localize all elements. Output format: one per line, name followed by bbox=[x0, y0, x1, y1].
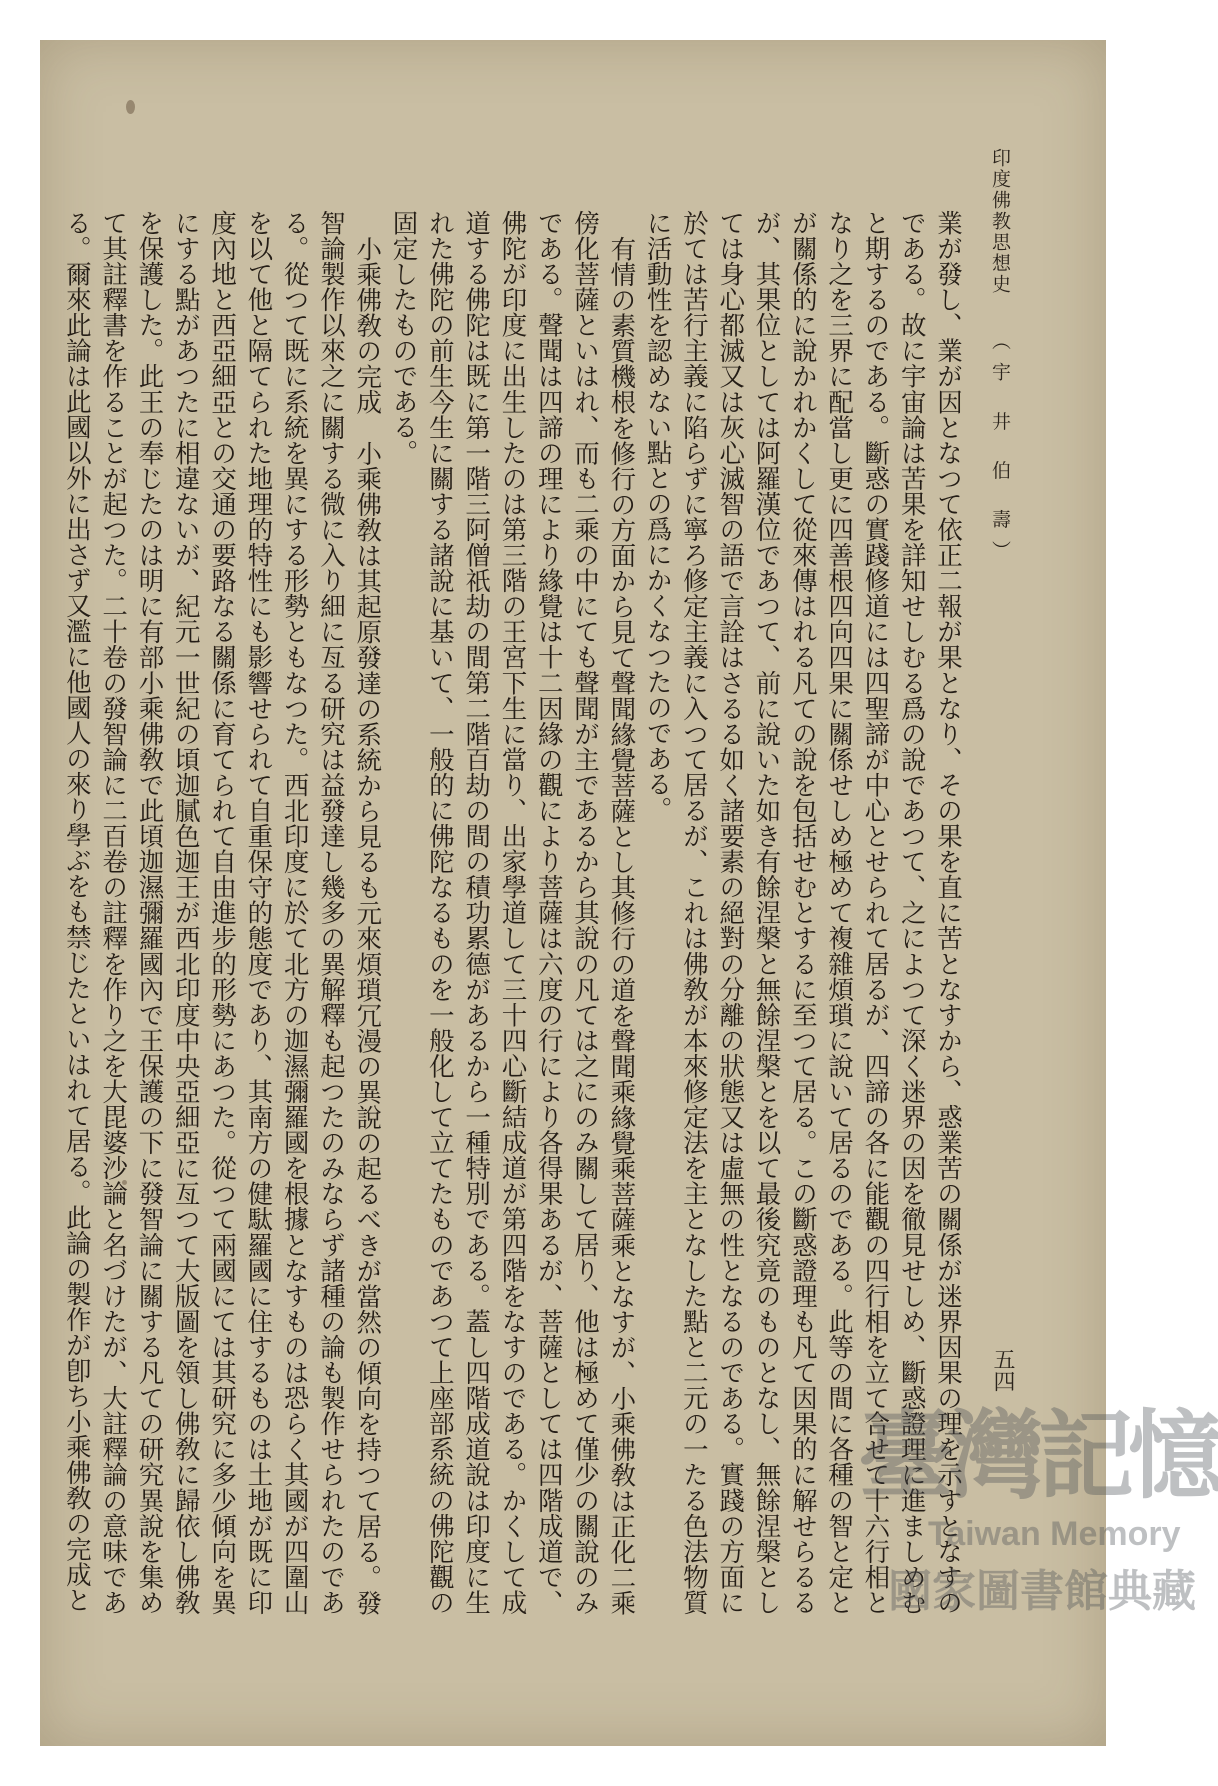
paragraph-completion-text: 小乘佛敎は其起原發達の系統から見るも元來煩瑣冗漫の異說の起るべきが當然の傾向を持つて居る。發智論製作以來之に關する微に入り細に亙る研究は益發達し幾多の異解釋も起つたのみならず諸種の論も製作せられたのである。從つて既に系統を異にする形勢ともなつた。西北印度に於て北方の迦濕彌羅國を根據となすものは恐らく其國が四圍山を以て他と隔てられた地理的特性にも影響せられて自重保守的態度であり、其南方の健駄羅國に住するものは土地が既に印度內地と西亞細亞との交通の要路なる關係に育てられて自由進步的形勢にあつた。從つて兩國にては其研究に多少傾向を異にする點があつたに相違ないが、紀元一世紀の頃迦膩色迦王が西北印度中央亞細亞に亙つて大版圖を領し佛敎に歸依し佛敎を保護した。此王の奉じたのは明に有部小乘佛敎で此頃迦濕彌羅國內で王保護の下に發智論に關する凡ての研究異說を集めて其註釋書を作ることが起つた。二十卷の發智論に二百卷の註釋を作り之を大毘婆沙論と名づけたが、大註釋論の意味である。爾來此論は此國以外に出さず又濫に他國人の來り學ぶをも禁じたといはれて居る。此論の製作が卽ち小乘佛敎の完成と bbox=[61, 210, 383, 1616]
scanned-page bbox=[40, 40, 1218, 1746]
section-heading: 小乘佛敎の完成 bbox=[352, 235, 383, 415]
watermark-english: Taiwan Memory bbox=[928, 1515, 1181, 1553]
paragraph-buddha-view: 有情の素質機根を修行の方面から見て聲聞緣覺菩薩とし其修行の道を聲聞乘緣覺乘菩薩乘となすが、小乘佛敎は正化二乘傍化菩薩といはれ、而も二乘の中にても聲聞が主であるから其說の凡ては之にのみ關して居り、他は極めて僅少の關說のみである。聲聞は四諦の理により緣覺は十二因緣の觀により菩薩は六度の行により各得果あるが、菩薩としては四階成道で、佛陀が印度に出生したのは第三階の王宮下生に當り、出家學道して三十四心斷結成道が第四階をなすのである。かくして成道する佛陀は既に第一階三阿僧祇劫の間第二階百劫の間の積功累德があるから一種特別である。蓋し四階成道說は印度に生れた佛陀の前生今生に關する諸說に基いて、一般的に佛陀なるものを一般化して立てたものであつて上座部系統の佛陀觀の固定したものである。 bbox=[388, 210, 637, 1616]
ink-stain bbox=[126, 100, 135, 114]
watermark-org: 國家圖書館典藏 bbox=[888, 1566, 1196, 1617]
body-text bbox=[61, 210, 966, 1616]
page-number: 五四 bbox=[990, 1348, 1015, 1392]
book-title: 印度佛教思想史 bbox=[989, 148, 1011, 295]
paragraph-completion bbox=[59, 210, 386, 1615]
author-name: （宇 井 伯 壽） bbox=[989, 331, 1011, 572]
watermark-chinese: 臺灣記憶 bbox=[858, 1399, 1218, 1512]
running-header bbox=[987, 148, 1014, 848]
paragraph-cosmology: 業が發し、業が因となつて依正二報が果となり、その果を直に苦となすから、惑業苦の關係が迷界因果の理を示すとなすのである。故に宇宙論は苦果を詳知せしむる爲の說であつて、之によつて深く迷界の因を徹見せしめ、斷惑證理に進ましめむと期するのである。斷惑の實踐修道には四聖諦が中心とせられて居るが、四諦の各に能觀の四行相を立て合せて十六行相となり之を三界に配當し更に四善根四向四果に關係せしめ極めて複雜煩瑣に說いて居るのである。此等の間に各種の智と定とが關係的に說かれかくして從來傳はれる凡ての說を包括せむとするに至つて居る。この斷惑證理も凡て因果的に解せらるるが、其果位としては阿羅漢位であつて、前に說いた如き有餘涅槃と無餘涅槃とを以て最後究竟のものとなし、無餘涅槃としては身心都滅又は灰心滅智の語で言詮はさるる如く諸要素の絕對の分離の狀態又は虛無の性となるのである。實踐の方面に於ては苦行主義に陷らずに寧ろ修定主義に入つて居るが、これは佛敎が本來修定法を主となした點と二元の一たる色法物質に活動性を認めない點との爲にかくなつたのである。 bbox=[642, 210, 963, 1615]
